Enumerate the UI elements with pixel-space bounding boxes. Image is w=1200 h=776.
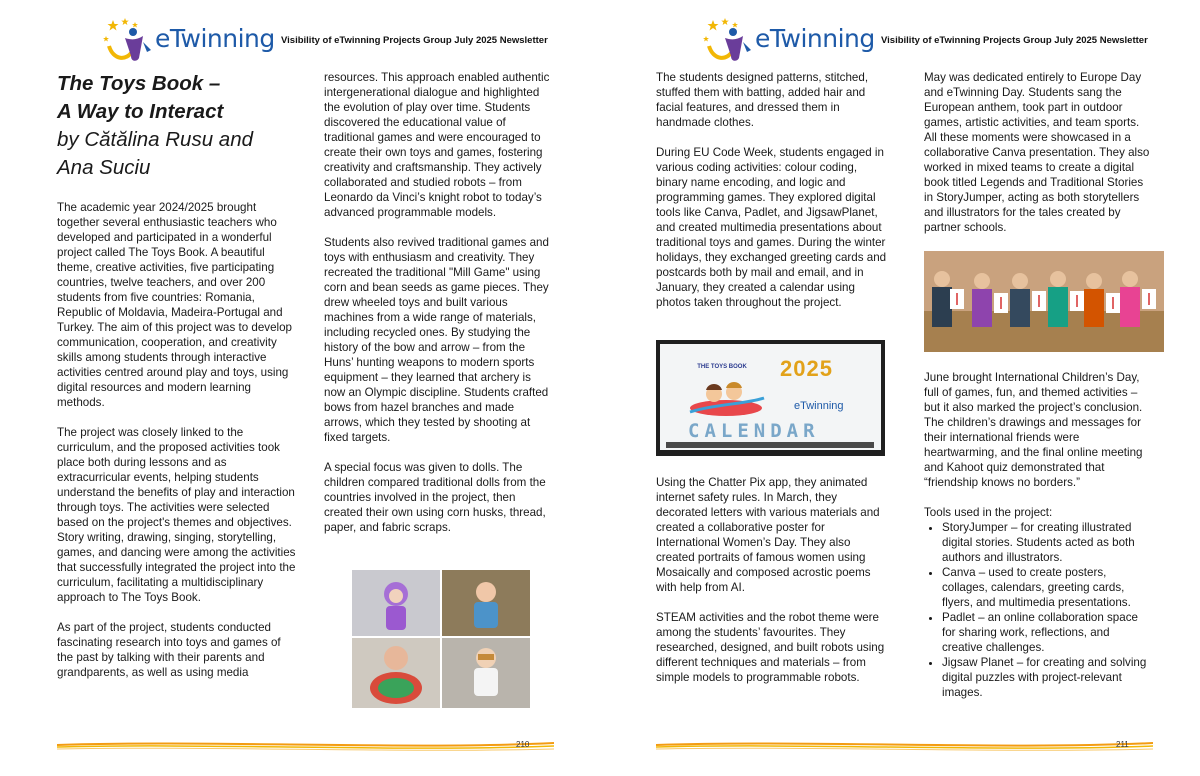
- page-right: [600, 0, 1200, 776]
- etwinning-logo: [103, 16, 278, 64]
- list-item: • Canva – used to create posters, collages, calendars, greeting cards, flyers, and multimedia presentations.: [942, 565, 1152, 610]
- paragraph: The students designed patterns, stitched, stuffed them with batting, added hair and facial features, and dressed them in handmade clothes.: [656, 71, 869, 129]
- etwinning-logo: [703, 16, 878, 64]
- paragraph: The project was closely linked to the curriculum, and the proposed activities took place both during lessons and as extracurricular events, helping students understand the benefits of play and interaction through toys. The activities were selected based on the project's themes and objectives. Story writing, drawing, singing, storytelling, games, and dancing were among the activities that successfully integrated the project into the curriculum, facilitating a multidisciplinary approach to The Toys Book.: [57, 426, 296, 604]
- paragraph: June brought International Children’s Day, full of games, fun, and themed activities – but it also marked the project’s conclusion. The children’s drawings and messages for their international friends were heartwarming, and the final online meeting and Kahoot quiz demonstrated that “friendship knows no borders.”: [924, 371, 1143, 489]
- left-column-2: [324, 70, 554, 550]
- etwinning-figure-icon: [103, 16, 155, 64]
- paragraph: During EU Code Week, students engaged in various coding activities: colour coding, binary name encoding, and logic and programming games. They explored digital tools like Canva, Padlet, and JigsawPlanet, and created multimedia presentations about traditional toys and games. During the winter holidays, they exchanged greeting cards and postcards both by mail and email, and in January, they created a calendar using photos taken throughout the project.: [656, 146, 887, 309]
- calendar-word: CALENDAR: [688, 420, 820, 442]
- children-photo: [924, 251, 1164, 352]
- paragraph: The academic year 2024/2025 brought together several enthusiastic teachers who developed and participated in a wonderful project called The Toys Book. A beautiful theme, creative activities, five participating countries, twelve teachers, and over 200 students from five countries: Romania, Republic of Moldavia, Madeira-Portugal and Turkey. The aim of this project was to develop communication, cooperation, and creativity skills among students through interactive activities centred around play and toys, using digital resources and modern learning methods.: [57, 201, 292, 409]
- list-item: • StoryJumper – for creating illustrated digital stories. Students acted as both authors and illustrators.: [942, 520, 1152, 565]
- article-byline-line1: by Cătălina Rusu and: [57, 128, 254, 151]
- calendar-book-title: THE TOYS BOOK: [697, 364, 747, 370]
- cartoon-kids-illustration: [686, 378, 766, 418]
- page-number: 211: [1116, 740, 1129, 749]
- page-number: 210: [516, 740, 530, 749]
- footer-swoosh: [57, 738, 554, 752]
- right-column-1-lower: [656, 475, 888, 685]
- paragraph: May was dedicated entirely to Europe Day and eTwinning Day. Students sang the European anthem, took part in outdoor games, artistic activities, and team sports. All these moments were showcased in a collaborative Canva presentation. They also worked in mixed teams to create a digital book titled Legends and Traditional Stories in StoryJumper, acting as both storytellers and illustrators for the tales created by partner schools.: [924, 71, 1150, 234]
- logo-text: eTwinning: [755, 24, 875, 53]
- left-column-1: [57, 70, 297, 680]
- paragraph: STEAM activities and the robot theme were among the students’ favourites. They researched, designed, and built robots using different techniques and materials – from simple models to programmable robots.: [656, 611, 885, 684]
- article-byline-line2: Ana Suciu: [57, 156, 151, 179]
- tools-list: [924, 520, 1152, 700]
- footer-swoosh: [656, 738, 1153, 752]
- right-column-2-lower: [924, 370, 1152, 700]
- right-column-1: [656, 70, 888, 325]
- paragraph: Using the Chatter Pix app, they animated internet safety rules. In March, they decorated letters with various materials and created a collaborative poster for International Women’s Day. They also created portraits of famous women using Mosaically and composed acrostic poems with help from AI.: [656, 476, 880, 594]
- paragraph: Students also revived traditional games and toys with enthusiasm and creativity. They recreated the traditional "Mill Game" using corn and bean seeds as game pieces. They drew wheeled toys and built various machines from a wide range of materials, including recycled ones. By studying the history of the bow and arrow – from the Huns’ hunting weapons to modern sports equipment – they learned that archery is now an Olympic discipline. Students crafted bows from hazel branches and made arrows, which they tested by shooting at fixed targets.: [324, 236, 549, 444]
- list-item: • Padlet – an online collaboration space for sharing work, reflections, and creative challenges.: [942, 610, 1152, 655]
- right-column-2: [924, 70, 1152, 235]
- list-item: • Jigsaw Planet – for creating and solving digital puzzles with project-relevant images.: [942, 655, 1152, 700]
- calendar-brand: eTwinning: [794, 400, 844, 412]
- logo-text: eTwinning: [155, 24, 275, 53]
- article-title-line2: A Way to Interact: [57, 100, 224, 123]
- calendar-cover-image: [656, 340, 885, 456]
- etwinning-figure-icon: [703, 16, 755, 64]
- paragraph: A special focus was given to dolls. The children compared traditional dolls from the countries involved in the project, then created their own using corn husks, thread, paper, and fabric scraps.: [324, 461, 546, 534]
- paragraph: resources. This approach enabled authentic intergenerational dialogue and highlighted the evolution of play over time. Students discovered the educational value of traditional games and were encouraged to create their own toys and games, fostering creativity and craftsmanship. They actively collaborated and studied robots – from Leonardo da Vinci’s knight robot to today’s advanced programmable models.: [324, 71, 550, 219]
- dolls-photo-collage: [352, 570, 530, 708]
- paragraph: As part of the project, students conducted fascinating research into toys and games of the past by talking with their parents and grandparents, as well as using media: [57, 621, 281, 679]
- newsletter-title: Visibility of eTwinning Projects Group July 2025 Newsletter: [881, 35, 1148, 46]
- calendar-year: 2025: [780, 356, 833, 381]
- tools-heading: Tools used in the project:: [924, 506, 1053, 519]
- article-title-line1: The Toys Book –: [57, 72, 221, 95]
- newsletter-title: Visibility of eTwinning Projects Group July 2025 Newsletter: [281, 35, 548, 46]
